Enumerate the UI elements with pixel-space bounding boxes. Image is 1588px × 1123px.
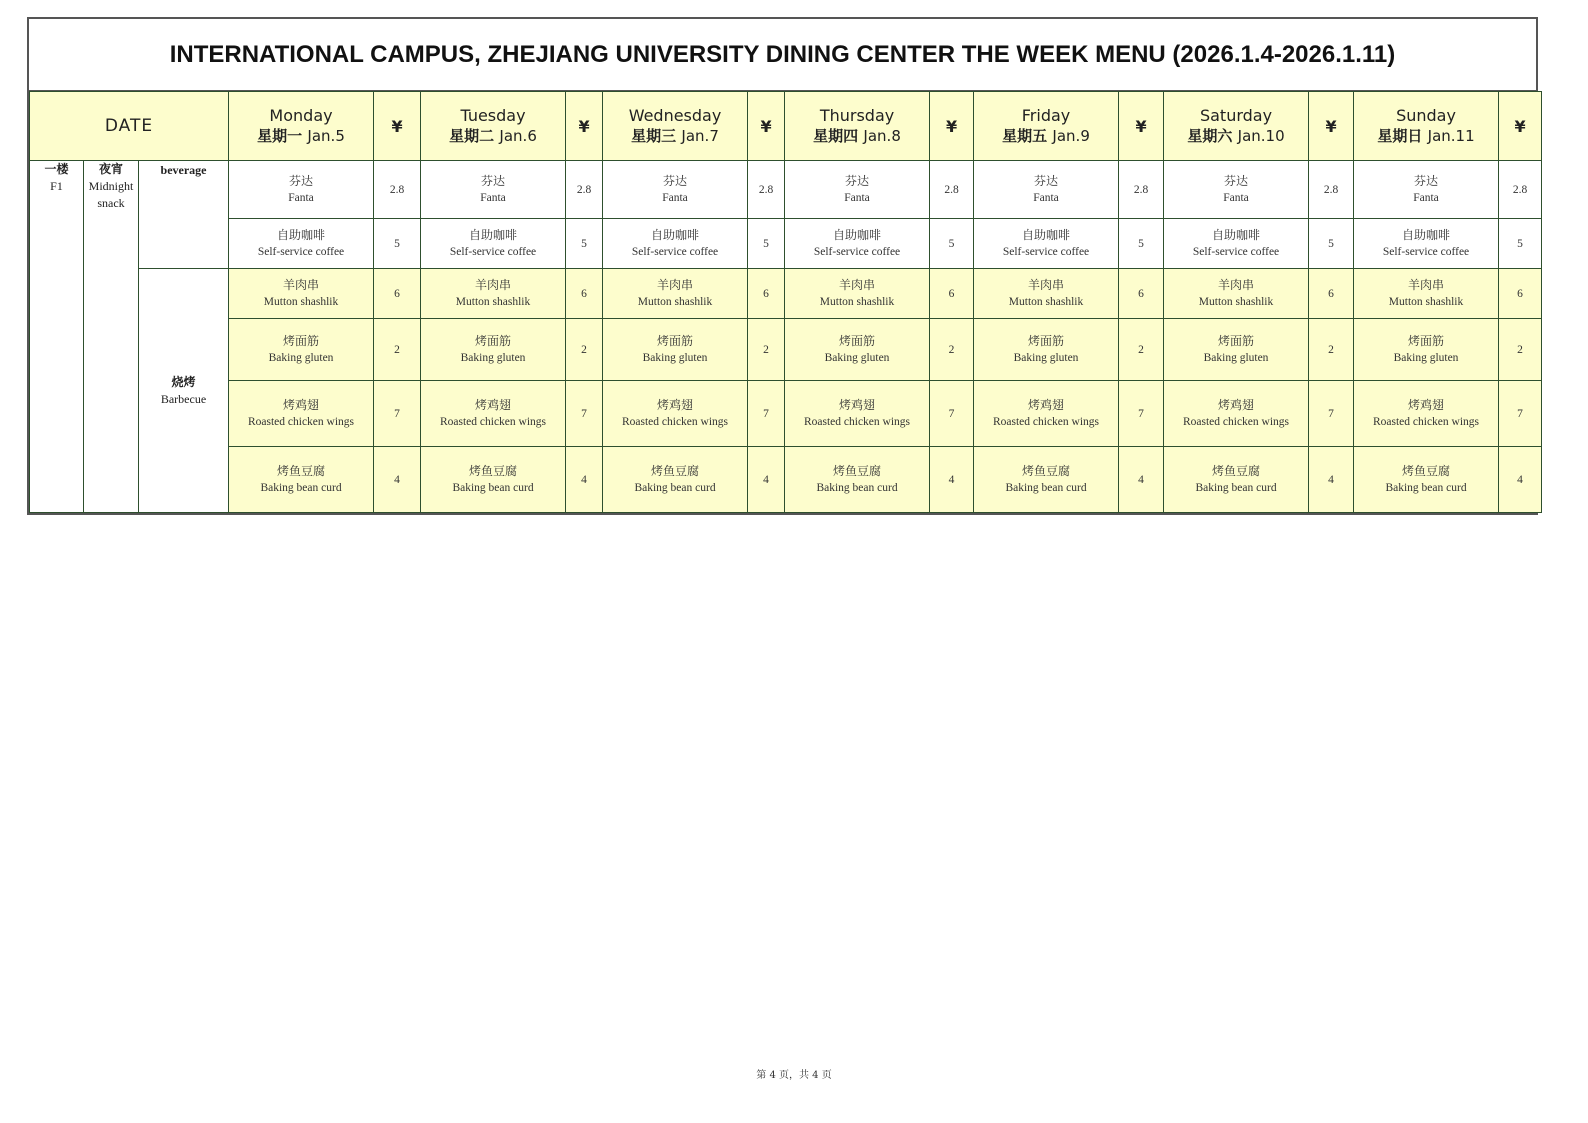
day-name: Wednesday (628, 105, 722, 125)
item-name-cn: 羊肉串 (1028, 277, 1065, 292)
item-name-en: Baking bean curd (1005, 481, 1087, 494)
table-row (30, 269, 1542, 319)
item-price: 2.8 (1309, 161, 1354, 219)
item-name-cn: 自助咖啡 (651, 227, 700, 242)
item-name-cn: 自助咖啡 (469, 227, 518, 242)
item-name-cn: 烤鱼豆腐 (1212, 463, 1261, 478)
item-name-en: Self-service coffee (813, 245, 901, 258)
item-name-cn: 自助咖啡 (1022, 227, 1071, 242)
item-price: 2.8 (930, 161, 974, 219)
currency-header: ¥ (1499, 92, 1542, 161)
item-name-en: Mutton shashlik (1388, 295, 1464, 308)
item-name-cn: 烤面筋 (1028, 333, 1065, 348)
item-name-en: Mutton shashlik (819, 295, 895, 308)
item-name-cn: 烤面筋 (283, 333, 320, 348)
day-header-saturday (1164, 92, 1309, 161)
item-name-cn: 羊肉串 (1408, 277, 1445, 292)
menu-item (1164, 161, 1309, 219)
item-name-en: Self-service coffee (449, 245, 537, 258)
item-name-en: Baking gluten (460, 351, 526, 364)
category-barbecue-cn: 烧烤 (171, 374, 196, 389)
menu-item (229, 319, 374, 381)
item-name-cn: 烤面筋 (1408, 333, 1445, 348)
day-name-cn: 星期日 (1377, 126, 1423, 145)
item-name-cn: 烤鸡翅 (283, 397, 320, 412)
day-date: Jan.9 (1052, 126, 1090, 145)
item-name-cn: 芬达 (289, 173, 314, 188)
day-name-cn: 星期四 (813, 126, 859, 145)
item-price: 4 (1119, 447, 1164, 513)
item-name-en: Baking bean curd (452, 481, 534, 494)
item-price: 2.8 (566, 161, 603, 219)
day-name: Friday (1021, 105, 1071, 125)
item-name-en: Baking gluten (824, 351, 890, 364)
currency-header: ¥ (1309, 92, 1354, 161)
item-name-en: Mutton shashlik (455, 295, 531, 308)
day-date: Jan.11 (1427, 126, 1475, 145)
item-price: 2.8 (748, 161, 785, 219)
menu-item (1164, 447, 1309, 513)
item-price: 7 (1119, 381, 1164, 447)
item-name-cn: 芬达 (1034, 173, 1059, 188)
item-name-en: Baking bean curd (1385, 481, 1467, 494)
item-name-en: Fanta (662, 191, 688, 204)
item-price: 5 (1119, 219, 1164, 269)
menu-sheet (27, 17, 1538, 515)
item-name-en: Fanta (844, 191, 870, 204)
item-name-en: Self-service coffee (1192, 245, 1280, 258)
item-name-cn: 羊肉串 (283, 277, 320, 292)
day-date: Jan.10 (1237, 126, 1285, 145)
menu-item (974, 269, 1119, 319)
item-name-cn: 烤鱼豆腐 (833, 463, 882, 478)
menu-item (421, 161, 566, 219)
item-name-cn: 烤鸡翅 (1408, 397, 1445, 412)
item-name-en: Self-service coffee (1002, 245, 1090, 258)
item-name-cn: 烤鱼豆腐 (277, 463, 326, 478)
table-row (30, 161, 1542, 219)
table-row (30, 447, 1542, 513)
day-name-cn: 星期二 (449, 126, 495, 145)
item-name-en: Mutton shashlik (1198, 295, 1274, 308)
item-price: 6 (374, 269, 421, 319)
item-price: 6 (930, 269, 974, 319)
item-price: 2.8 (1119, 161, 1164, 219)
item-name-en: Mutton shashlik (1008, 295, 1084, 308)
item-name-en: Self-service coffee (257, 245, 345, 258)
menu-item (603, 161, 748, 219)
item-price: 7 (1309, 381, 1354, 447)
currency-header: ¥ (748, 92, 785, 161)
table-row (30, 381, 1542, 447)
category-barbecue (139, 269, 229, 513)
item-name-cn: 羊肉串 (839, 277, 876, 292)
item-name-en: Fanta (1033, 191, 1059, 204)
item-name-cn: 烤鸡翅 (475, 397, 512, 412)
day-date: Jan.5 (307, 126, 345, 145)
item-name-en: Self-service coffee (1382, 245, 1470, 258)
menu-item (785, 269, 930, 319)
item-name-en: Fanta (1413, 191, 1439, 204)
item-price: 7 (374, 381, 421, 447)
item-name-en: Mutton shashlik (263, 295, 339, 308)
item-name-en: Baking gluten (642, 351, 708, 364)
item-name-cn: 烤面筋 (1218, 333, 1255, 348)
meal-cell (84, 161, 139, 513)
item-name-cn: 烤鸡翅 (839, 397, 876, 412)
item-name-cn: 烤面筋 (475, 333, 512, 348)
item-price: 2 (374, 319, 421, 381)
item-name-en: Roasted chicken wings (439, 415, 547, 428)
day-name: Tuesday (460, 105, 526, 125)
day-header-friday (974, 92, 1119, 161)
item-name-cn: 芬达 (481, 173, 506, 188)
item-name-en: Baking gluten (268, 351, 334, 364)
header-row (30, 92, 1542, 161)
currency-header: ¥ (566, 92, 603, 161)
menu-item (974, 447, 1119, 513)
menu-item (603, 319, 748, 381)
item-price: 7 (1499, 381, 1542, 447)
menu-item (1354, 269, 1499, 319)
menu-item (974, 319, 1119, 381)
item-name-cn: 自助咖啡 (1212, 227, 1261, 242)
item-name-cn: 自助咖啡 (833, 227, 882, 242)
item-price: 6 (566, 269, 603, 319)
item-name-en: Self-service coffee (631, 245, 719, 258)
menu-item (1164, 269, 1309, 319)
item-name-en: Baking bean curd (260, 481, 342, 494)
item-name-cn: 烤鱼豆腐 (1022, 463, 1071, 478)
item-name-en: Roasted chicken wings (1372, 415, 1480, 428)
item-price: 6 (1119, 269, 1164, 319)
item-price: 4 (1499, 447, 1542, 513)
day-date: Jan.7 (681, 126, 719, 145)
menu-item (229, 161, 374, 219)
currency-header: ¥ (374, 92, 421, 161)
table-row (30, 219, 1542, 269)
item-name-en: Baking gluten (1203, 351, 1269, 364)
day-name-cn: 星期三 (631, 126, 677, 145)
meal-en: Midnight (88, 179, 134, 193)
menu-item (785, 447, 930, 513)
item-name-cn: 烤鸡翅 (657, 397, 694, 412)
category-beverage: beverage (139, 161, 229, 269)
item-name-en: Roasted chicken wings (621, 415, 729, 428)
menu-item (785, 219, 930, 269)
item-price: 4 (930, 447, 974, 513)
item-name-en: Baking gluten (1013, 351, 1079, 364)
menu-item (1354, 161, 1499, 219)
menu-item (421, 219, 566, 269)
day-date: Jan.8 (863, 126, 901, 145)
day-name-cn: 星期六 (1187, 126, 1233, 145)
floor-en: F1 (50, 179, 63, 193)
item-name-cn: 羊肉串 (1218, 277, 1255, 292)
day-header-tuesday (421, 92, 566, 161)
day-name-cn: 星期五 (1002, 126, 1048, 145)
item-name-cn: 芬达 (845, 173, 870, 188)
item-price: 5 (930, 219, 974, 269)
menu-item (603, 447, 748, 513)
date-header: DATE (30, 92, 229, 161)
item-name-cn: 烤面筋 (657, 333, 694, 348)
item-name-en: Roasted chicken wings (992, 415, 1100, 428)
menu-item (421, 381, 566, 447)
menu-item (1354, 447, 1499, 513)
item-price: 7 (748, 381, 785, 447)
item-price: 5 (566, 219, 603, 269)
item-price: 6 (1499, 269, 1542, 319)
menu-item (229, 381, 374, 447)
item-name-cn: 烤鸡翅 (1218, 397, 1255, 412)
page-footer: 第 4 页，共 4 页 (756, 1070, 832, 1081)
item-name-cn: 烤鱼豆腐 (469, 463, 518, 478)
meal-en-2: snack (97, 196, 125, 210)
item-price: 5 (1309, 219, 1354, 269)
menu-item (603, 269, 748, 319)
day-header-wednesday (603, 92, 748, 161)
item-price: 5 (374, 219, 421, 269)
menu-item (603, 219, 748, 269)
item-name-cn: 烤鱼豆腐 (651, 463, 700, 478)
menu-item (1354, 381, 1499, 447)
item-name-en: Fanta (1223, 191, 1249, 204)
menu-item (229, 269, 374, 319)
day-date: Jan.6 (499, 126, 537, 145)
table-row (30, 319, 1542, 381)
item-name-en: Baking bean curd (634, 481, 716, 494)
item-price: 4 (748, 447, 785, 513)
item-price: 2.8 (374, 161, 421, 219)
item-name-en: Baking gluten (1393, 351, 1459, 364)
menu-item (974, 219, 1119, 269)
item-price: 7 (566, 381, 603, 447)
menu-item (1164, 219, 1309, 269)
item-price: 2 (930, 319, 974, 381)
item-name-en: Baking bean curd (1195, 481, 1277, 494)
menu-item (603, 381, 748, 447)
item-price: 6 (748, 269, 785, 319)
item-name-cn: 自助咖啡 (277, 227, 326, 242)
item-name-cn: 芬达 (1224, 173, 1249, 188)
menu-item (785, 161, 930, 219)
menu-item (1164, 319, 1309, 381)
meal-cn: 夜宵 (98, 162, 123, 176)
menu-item (421, 269, 566, 319)
floor-cell (30, 161, 84, 513)
item-name-en: Mutton shashlik (637, 295, 713, 308)
item-price: 6 (1309, 269, 1354, 319)
day-header-thursday (785, 92, 930, 161)
item-price: 7 (930, 381, 974, 447)
item-price: 4 (1309, 447, 1354, 513)
item-name-en: Baking bean curd (816, 481, 898, 494)
item-price: 4 (374, 447, 421, 513)
currency-header: ¥ (930, 92, 974, 161)
item-price: 5 (748, 219, 785, 269)
menu-item (1164, 381, 1309, 447)
menu-item (229, 447, 374, 513)
item-name-cn: 烤鱼豆腐 (1402, 463, 1451, 478)
menu-item (421, 319, 566, 381)
item-name-cn: 羊肉串 (475, 277, 512, 292)
item-price: 2.8 (1499, 161, 1542, 219)
item-price: 5 (1499, 219, 1542, 269)
item-price: 2 (566, 319, 603, 381)
day-name-cn: 星期一 (257, 126, 303, 145)
page-title: INTERNATIONAL CAMPUS, ZHEJIANG UNIVERSITY DINING CENTER THE WEEK MENU (2026.1.4-2026.1.11) (29, 19, 1536, 91)
item-name-cn: 芬达 (663, 173, 688, 188)
item-name-en: Roasted chicken wings (803, 415, 911, 428)
item-name-cn: 羊肉串 (657, 277, 694, 292)
item-name-en: Fanta (480, 191, 506, 204)
item-price: 2 (1499, 319, 1542, 381)
day-header-sunday (1354, 92, 1499, 161)
item-price: 2 (1309, 319, 1354, 381)
day-name: Monday (269, 105, 333, 125)
item-name-en: Roasted chicken wings (247, 415, 355, 428)
item-name-en: Roasted chicken wings (1182, 415, 1290, 428)
day-header-monday (229, 92, 374, 161)
currency-header: ¥ (1119, 92, 1164, 161)
item-name-cn: 烤鸡翅 (1028, 397, 1065, 412)
day-name: Saturday (1199, 105, 1273, 125)
menu-item (229, 219, 374, 269)
menu-item (785, 381, 930, 447)
menu-table (29, 91, 1542, 513)
item-price: 2 (748, 319, 785, 381)
item-name-cn: 芬达 (1414, 173, 1439, 188)
item-name-cn: 烤面筋 (839, 333, 876, 348)
menu-item (1354, 219, 1499, 269)
item-price: 2 (1119, 319, 1164, 381)
menu-item (974, 381, 1119, 447)
item-name-cn: 自助咖啡 (1402, 227, 1451, 242)
item-name-en: Fanta (288, 191, 314, 204)
menu-item (785, 319, 930, 381)
menu-item (974, 161, 1119, 219)
menu-item (1354, 319, 1499, 381)
day-name: Thursday (819, 105, 895, 125)
item-price: 4 (566, 447, 603, 513)
day-name: Sunday (1396, 105, 1456, 125)
category-barbecue-en: Barbecue (160, 391, 207, 406)
menu-item (421, 447, 566, 513)
floor-cn: 一楼 (44, 162, 69, 176)
